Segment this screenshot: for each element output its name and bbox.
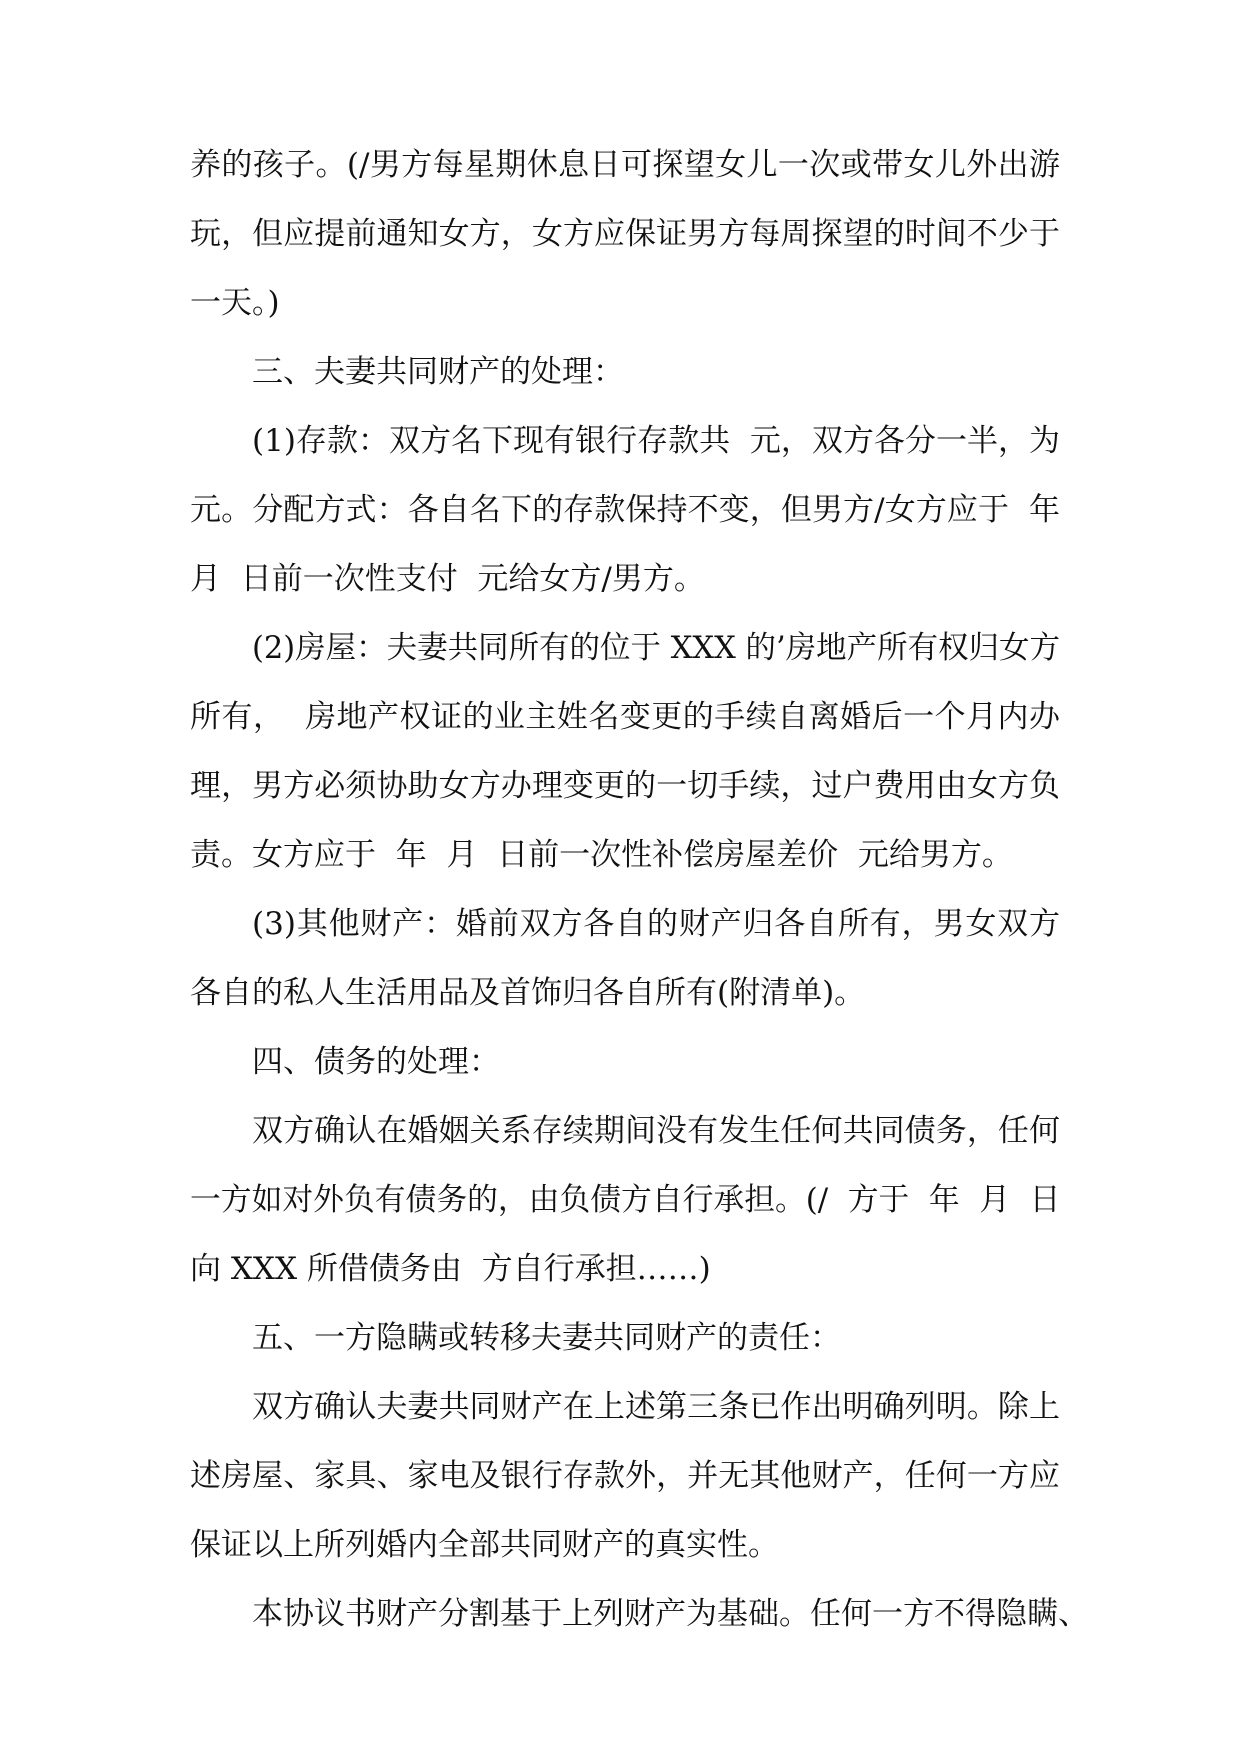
text-line: 保证以上所列婚内全部共同财产的真实性。	[190, 1527, 779, 1563]
section-heading: 四、债务的处理：	[252, 1044, 500, 1080]
text-line: 双方确认夫妻共同财产在上述第三条已作出明确列明。除上	[252, 1389, 1060, 1425]
section-heading: 五、一方隐瞒或转移夫妻共同财产的责任：	[252, 1320, 841, 1356]
text-line: (1)存款：双方名下现有银行存款共 元，双方各分一半，为	[252, 423, 1060, 459]
text-line: 养的孩子。(/男方每星期休息日可探望女儿一次或带女儿外出游	[190, 147, 1060, 183]
text-line: 所有， 房地产权证的业主姓名变更的手续自离婚后一个月内办	[190, 699, 1060, 735]
text-line: 元。分配方式：各自名下的存款保持不变，但男方/女方应于 年	[190, 492, 1060, 528]
text-line: 一方如对外负有债务的，由负债方自行承担。(/ 方于 年 月 日	[190, 1182, 1061, 1218]
text-line: 责。女方应于 年 月 日前一次性补偿房屋差价 元给男方。	[190, 837, 1013, 873]
text-line: (2)房屋：夫妻共同所有的位于 XXX 的’房地产所有权归女方	[252, 630, 1061, 666]
text-line: 一天。)	[190, 285, 280, 321]
text-line: 双方确认在婚姻关系存续期间没有发生任何共同债务，任何	[252, 1113, 1060, 1149]
text-line: 述房屋、家具、家电及银行存款外，并无其他财产，任何一方应	[190, 1458, 1060, 1494]
text-line: 理，男方必须协助女方办理变更的一切手续，过户费用由女方负	[190, 768, 1060, 804]
text-line: 本协议书财产分割基于上列财产为基础。任何一方不得隐瞒、	[252, 1596, 1089, 1632]
text-line: (3)其他财产：婚前双方各自的财产归各自所有，男女双方	[252, 906, 1060, 942]
section-heading: 三、夫妻共同财产的处理：	[252, 354, 624, 390]
text-line: 各自的私人生活用品及首饰归各自所有(附清单)。	[190, 975, 866, 1011]
text-line: 向 XXX 所借债务由 方自行承担……)	[190, 1251, 711, 1287]
text-line: 玩，但应提前通知女方，女方应保证男方每周探望的时间不少于	[190, 216, 1060, 252]
text-line: 月 日前一次性支付 元给女方/男方。	[190, 561, 705, 597]
